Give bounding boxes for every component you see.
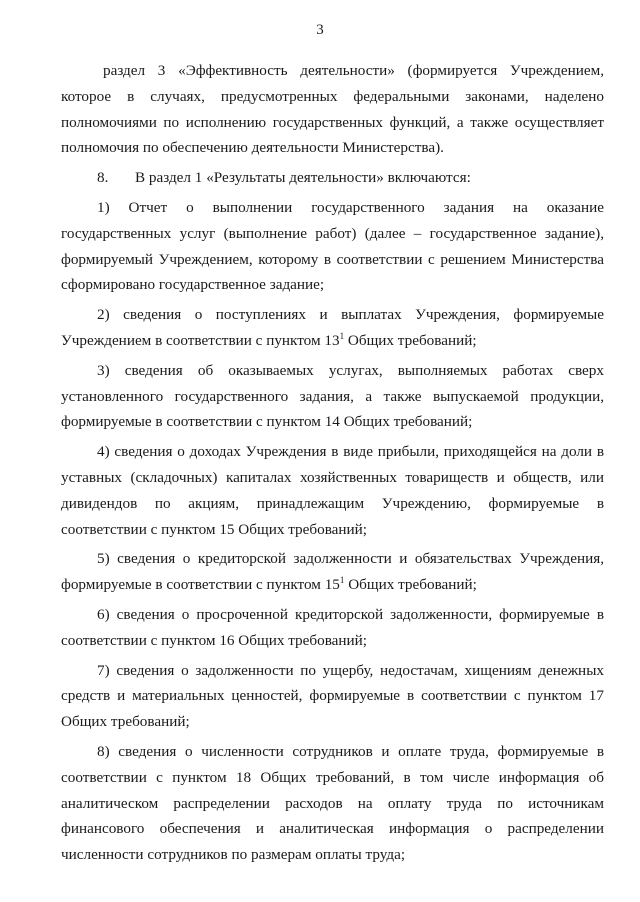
paragraph-subitem-8: 8) сведения о численности сотрудников и оплате труда, формируемые в соответствии с пунктом 18 Общих требований, в том числе информация об аналитическом распределении расходов на оплату труда по источникам финансового обеспечения и аналитическая информация о распределении численности сотрудников по размерам оплаты труда; [61, 742, 604, 864]
paragraph-subitem-1: 1) Отчет о выполнении государственного задания на оказание государственных услуг (выполнение работ) (далее – государственное задание), формируемый Учреждением, которому в соответствии с решением Министерства сформировано государственное задание; [61, 198, 604, 294]
page-number: 3 [316, 22, 324, 38]
subitem-2-superscript: 1 [339, 330, 345, 341]
paragraph-subitem-3: 3) сведения об оказываемых услугах, выполняемых работах сверх установленного государственного задания, а также выпускаемой продукции, формируемые в соответствии с пунктом 14 Общих требований; [61, 361, 604, 431]
subitem-5-text: 5) сведения о кредиторской задолженности и обязательствах Учреждения, формируемые в соответствии с пунктом 15 [61, 550, 604, 594]
paragraph-subitem-4: 4) сведения о доходах Учреждения в виде прибыли, приходящейся на доли в уставных (складочных) капиталах хозяйственных товариществ и обществ, или дивидендов по акциям, принадлежащим Учреждению, формируемые в соответствии с пунктом 15 Общих требований; [61, 443, 604, 538]
paragraph-subitem-5 [61, 546, 604, 598]
paragraph-item-8: 8. В раздел 1 «Результаты деятельности» включаются: [97, 169, 471, 187]
document-body [61, 58, 604, 868]
paragraph-subitem-7: 7) сведения о задолженности по ущербу, недостачам, хищениям денежных средств и материальных ценностей, формируемые в соответствии с пунктом 17 Общих требований; [61, 661, 604, 731]
subitem-5-text-end: Общих требований; [344, 576, 477, 594]
paragraph-section-3: раздел 3 «Эффективность деятельности» (формируется Учреждением, которое в случаях, предусмотренных федеральными законами, наделено полномочиями по исполнению государственных функций, а также осуществляет полномочия по обеспечению деятельности Министерства). [61, 62, 604, 157]
subitem-2-text: 2) сведения о поступлениях и выплатах Учреждения, формируемые Учреждением в соответствии с пунктом 13 [61, 306, 604, 349]
subitem-2-text-end: Общих требований; [344, 331, 477, 349]
paragraph-subitem-6: 6) сведения о просроченной кредиторской задолженности, формируемые в соответствии с пунктом 16 Общих требований; [61, 605, 604, 649]
paragraph-subitem-2 [61, 302, 604, 354]
subitem-5-superscript: 1 [339, 575, 345, 586]
